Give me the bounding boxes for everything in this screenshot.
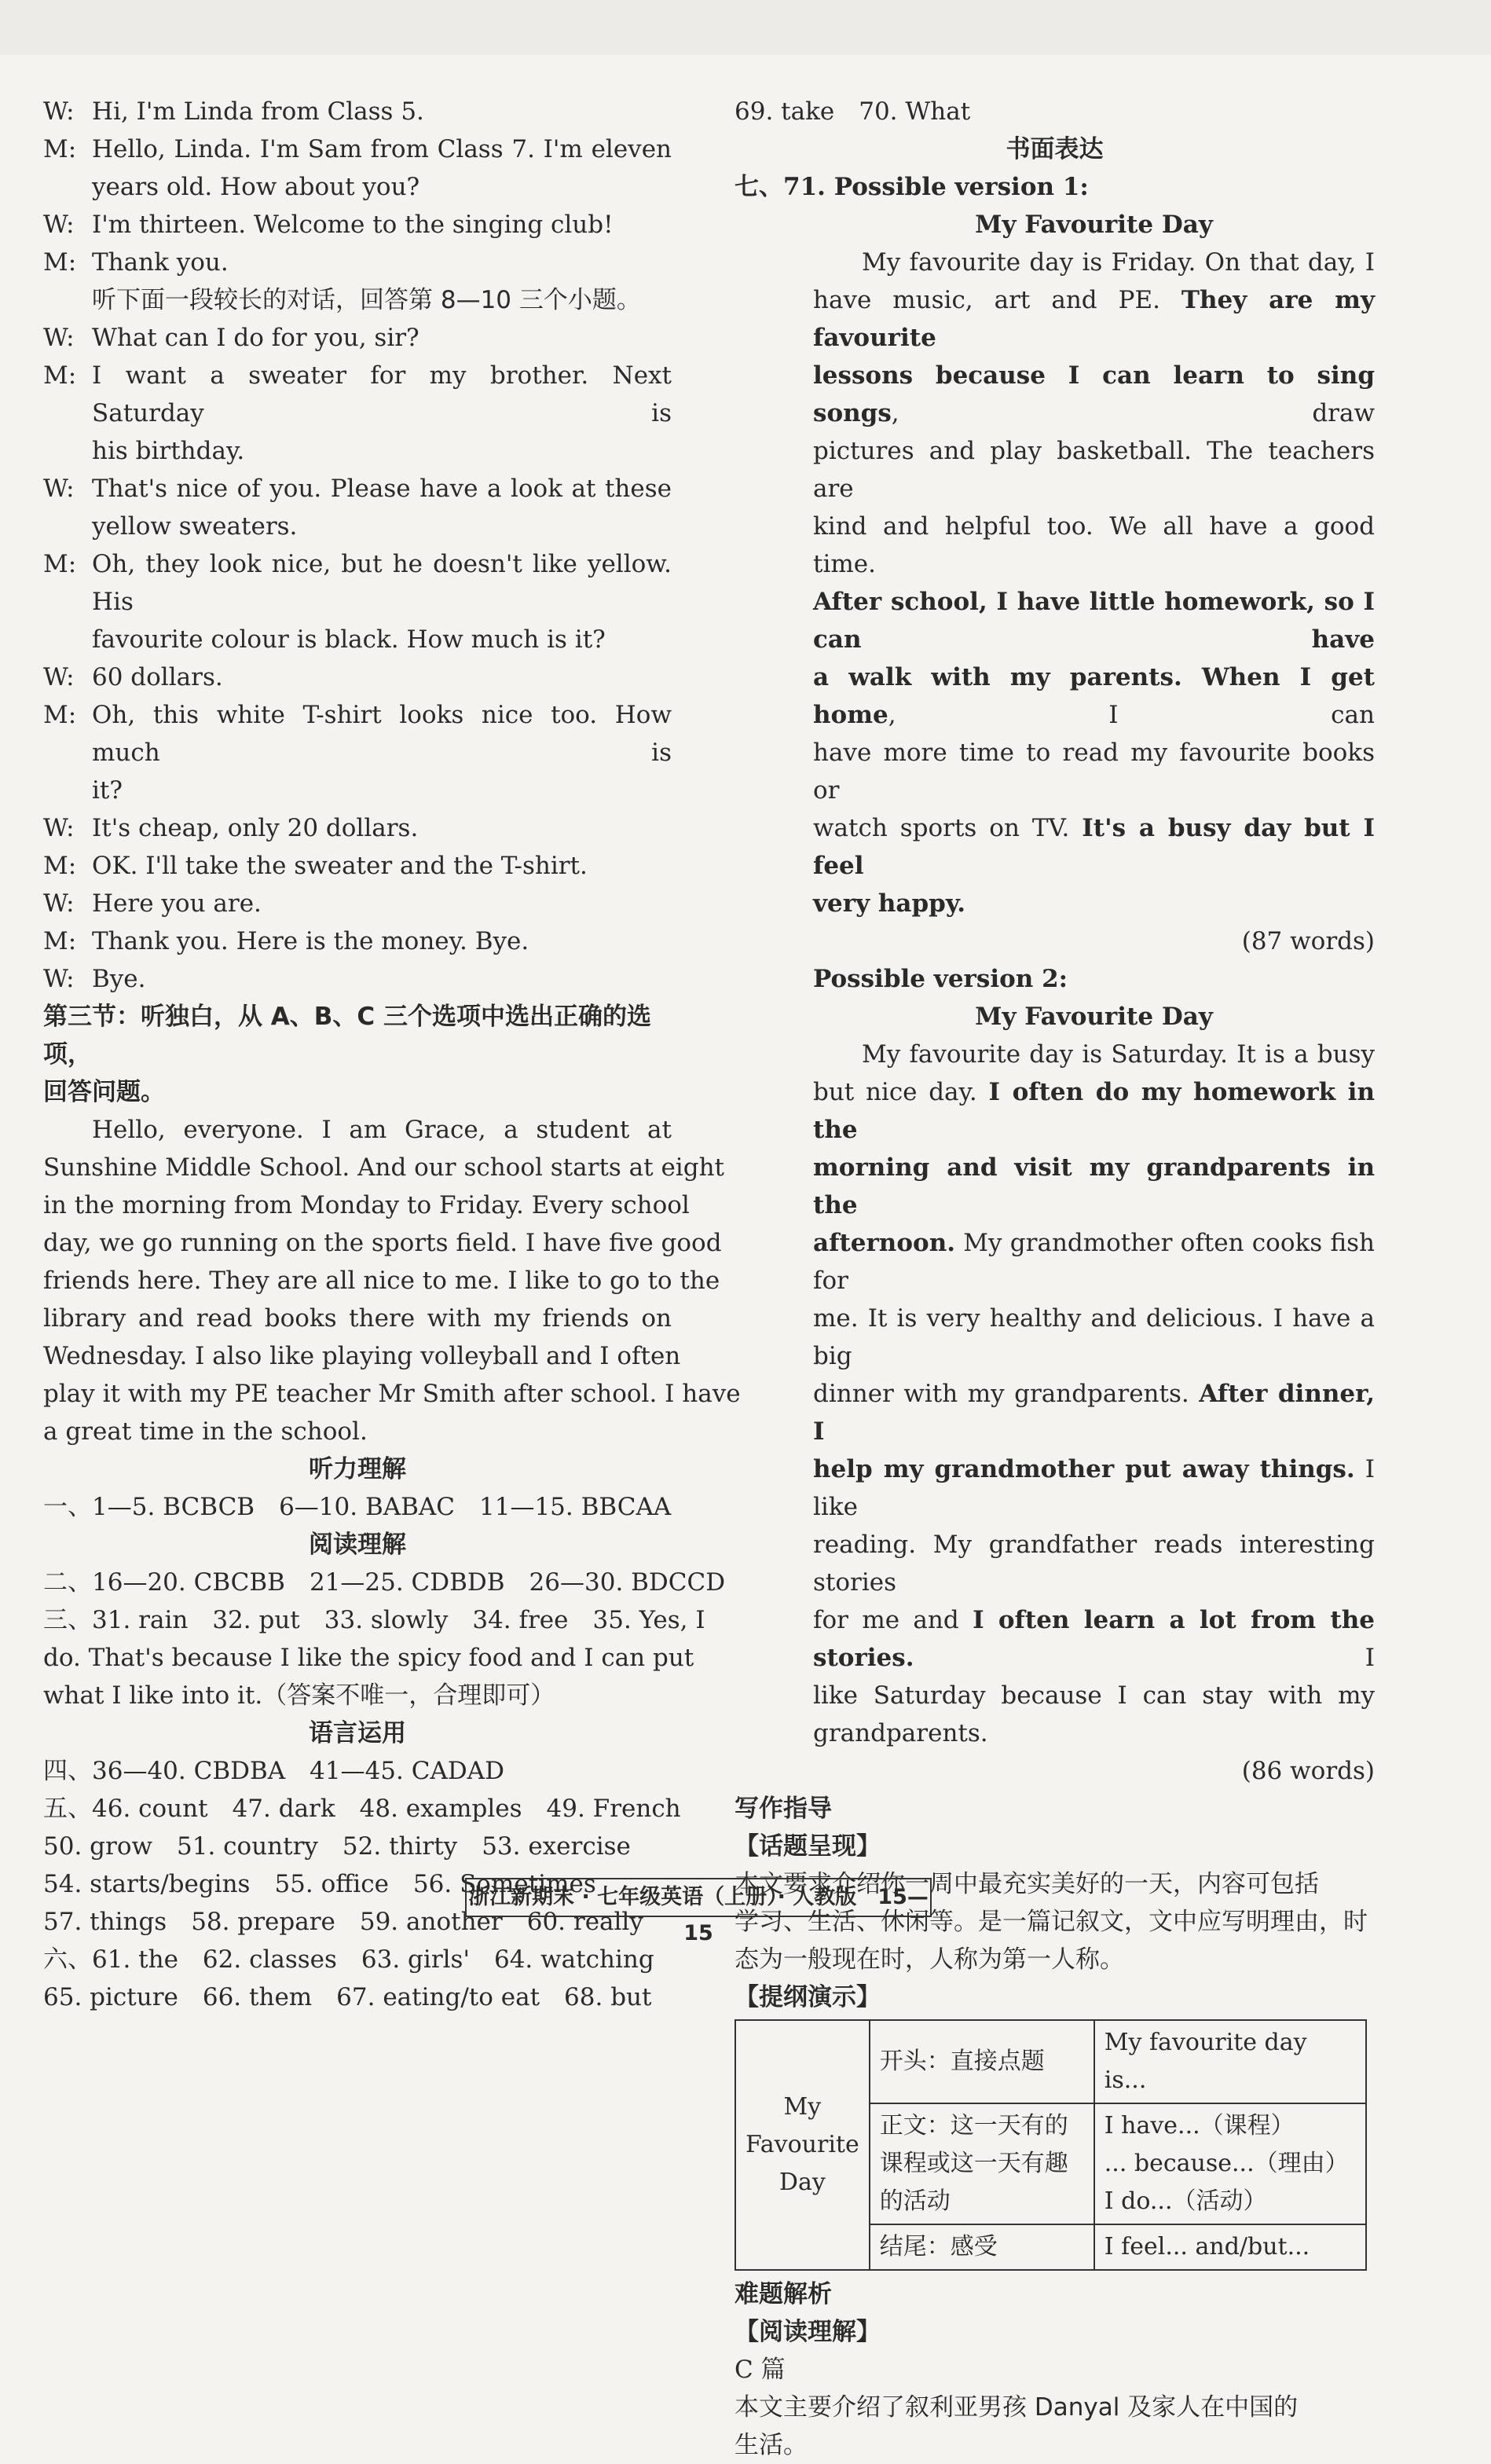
- text-run: dinner with my grandparents.: [813, 1380, 1200, 1408]
- text-line: day, we go running on the sports field. I have five good: [43, 1229, 722, 1257]
- outline-part-cell: 正文：这一天有的课程或这一天有趣的活动: [870, 2103, 1094, 2224]
- dialogue-text: Hello, Linda. I'm Sam from Class 7. I'm eleven: [92, 135, 672, 163]
- text-line: 三、31. rain 32. put 33. slowly 34. free 35. Yes, I: [43, 1606, 705, 1634]
- dialogue-text: Thank you.: [92, 248, 229, 277]
- text-run: watch sports on TV.: [813, 814, 1083, 842]
- text-run: for me and: [813, 1606, 973, 1634]
- text-line: 态为一般现在时，人称为第一人称。: [735, 1945, 1124, 1974]
- text-run: have music, art and PE.: [813, 286, 1181, 314]
- heading-writing-guide: 写作指导: [735, 1795, 832, 1823]
- dialogue-line: [43, 922, 672, 960]
- text-line: a great time in the school.: [43, 1417, 368, 1446]
- essay-line: [813, 1073, 1375, 1149]
- dialogue-text: OK. I'll take the sweater and the T-shirt.: [92, 852, 588, 880]
- heading-language: 语言运用: [309, 1719, 406, 1747]
- answers-1: 一、1—5. BCBCB 6—10. BABAC 11—15. BBCAA: [43, 1493, 672, 1521]
- dialogue-line: [43, 244, 672, 281]
- text-run: pictures and play basketball. The teachers are: [813, 437, 1375, 503]
- dialogue-text: 60 dollars.: [92, 663, 223, 691]
- version-2-label: Possible version 2:: [813, 965, 1068, 993]
- essay-line: [813, 1300, 1375, 1375]
- dialogue-text: yellow sweaters.: [92, 512, 298, 541]
- speaker-label: W:: [43, 97, 75, 126]
- dialogue-line: [43, 658, 672, 696]
- outline-content-cell: My favourite day is...: [1094, 2020, 1366, 2103]
- dialogue-text: years old. How about you?: [92, 173, 420, 201]
- answers-6-continued: 69. take 70. What: [735, 97, 971, 126]
- page-footer: 浙江新期末 · 七年级英语（上册）· 人教版 15—15: [465, 1878, 932, 1917]
- version-1-label: 七、71. Possible version 1:: [735, 173, 1089, 201]
- text-line: what I like into it.（答案不唯一，合理即可）: [43, 1681, 555, 1710]
- dialogue-text: his birthday.: [92, 437, 245, 465]
- speaker-label: W:: [43, 814, 75, 842]
- dialogue-line: [43, 847, 672, 885]
- dialogue-text: favourite colour is black. How much is it?: [92, 625, 606, 654]
- heading-writing: 书面表达: [1006, 135, 1104, 163]
- dialogue-text: Oh, this white T-shirt looks nice too. How much is: [92, 701, 672, 767]
- essay-line: [813, 1450, 1375, 1526]
- essay-2-word-count: (86 words): [1241, 1757, 1375, 1785]
- dialogue-text: Bye.: [92, 965, 146, 993]
- text-line: Sunshine Middle School. And our school starts at eight: [43, 1153, 724, 1182]
- text-run: like Saturday because I can stay with my: [813, 1681, 1375, 1710]
- passage-label: C 篇: [735, 2356, 786, 2384]
- outline-table: [735, 2019, 1367, 2271]
- answers-3: [43, 1601, 705, 1714]
- dialogue-text: It's cheap, only 20 dollars.: [92, 814, 419, 842]
- text-line: 五、46. count 47. dark 48. examples 49. French: [43, 1795, 681, 1823]
- essay-line: [813, 1714, 1375, 1752]
- text-run: My favourite day is Saturday. It is a busy: [862, 1040, 1375, 1069]
- text-run: , I can: [888, 701, 1375, 729]
- text-line: do. That's because I like the spicy food and I can put: [43, 1644, 694, 1672]
- bold-phrase: lessons because I can learn to sing songs: [813, 361, 1375, 427]
- text-line: 生活。: [735, 2431, 808, 2459]
- essay-1-word-count: (87 words): [1241, 927, 1375, 955]
- right-column: [735, 93, 1375, 2464]
- dialogue-line: [43, 885, 672, 922]
- heading-outline: 【提纲演示】: [735, 1983, 881, 2011]
- essay-2-body: [813, 1036, 1375, 1752]
- section-3-title: [43, 998, 672, 1111]
- speaker-label: W:: [43, 211, 75, 239]
- monologue: [43, 1111, 741, 1450]
- dialogue-1: [43, 93, 672, 281]
- text-run: grandparents.: [813, 1719, 988, 1747]
- speaker-label: M:: [43, 852, 77, 880]
- dialogue-line: [43, 470, 672, 545]
- outline-topic-cell: My Favourite Day: [735, 2020, 870, 2270]
- dialogue-line: [43, 960, 672, 998]
- heading-reading-analysis: 【阅读理解】: [735, 2318, 881, 2346]
- dialogue-line: [43, 809, 672, 847]
- text-line: 本文主要介绍了叙利亚男孩 Danyal 及家人在中国的: [735, 2393, 1299, 2422]
- bold-phrase: It's a busy day but I feel: [813, 814, 1375, 880]
- text-line: 57. things 58. prepare 59. another 60. really: [43, 1908, 643, 1936]
- instruction-text: 听下面一段较长的对话，回答第 8—10 三个小题。: [92, 286, 641, 314]
- text-line: in the morning from Monday to Friday. Every school: [43, 1191, 690, 1219]
- speaker-label: M:: [43, 927, 77, 955]
- essay-line: [813, 734, 1375, 809]
- text-line: Hello, everyone. I am Grace, a student at: [92, 1116, 672, 1144]
- dialogue-text: I'm thirteen. Welcome to the singing club!: [92, 211, 614, 239]
- essay-line: [813, 658, 1375, 734]
- dialogue-line: [43, 357, 672, 470]
- text-run: I: [914, 1644, 1375, 1672]
- dialogue-line: [43, 696, 672, 809]
- speaker-label: M:: [43, 361, 77, 390]
- text-line: play it with my PE teacher Mr Smith after school. I have: [43, 1380, 741, 1408]
- text-line: 本文要求介绍你一周中最充实美好的一天，内容可包括: [735, 1870, 1319, 1898]
- dialogue-line: [43, 319, 672, 357]
- passage-summary: [735, 2389, 1375, 2464]
- text-line: 50. grow 51. country 52. thirty 53. exercise: [43, 1832, 631, 1861]
- section-3-title-line: 回答问题。: [43, 1078, 165, 1106]
- essay-line: [813, 281, 1375, 357]
- essay-line: [813, 1601, 1375, 1677]
- essay-2-title: My Favourite Day: [975, 1003, 1213, 1031]
- dialogue-text: What can I do for you, sir?: [92, 324, 419, 352]
- text-run: My favourite day is Friday. On that day, I: [862, 248, 1375, 277]
- dialogue-text: That's nice of you. Please have a look at these: [92, 475, 672, 503]
- essay-line: [813, 1036, 1375, 1073]
- text-run: have more time to read my favourite books or: [813, 739, 1375, 805]
- answers-6: [43, 1941, 672, 2016]
- answers-2: 二、16—20. CBCBB 21—25. CDBDB 26—30. BDCCD: [43, 1568, 726, 1597]
- section-3-title-line: 第三节：听独白，从 A、B、C 三个选项中选出正确的选项，: [43, 1003, 651, 1069]
- essay-line: [813, 809, 1375, 885]
- text-run: me. It is very healthy and delicious. I have a big: [813, 1304, 1375, 1370]
- essay-line: [813, 508, 1375, 583]
- essay-line: [813, 1677, 1375, 1714]
- essay-1-body: [813, 244, 1375, 922]
- essay-1-title: My Favourite Day: [975, 211, 1213, 239]
- essay-line: [813, 432, 1375, 508]
- outline-part-cell: 开头：直接点题: [870, 2020, 1094, 2103]
- dialogue-text: Thank you. Here is the money. Bye.: [92, 927, 529, 955]
- text-run: My grandmother often cooks fish for: [813, 1229, 1375, 1295]
- speaker-label: M:: [43, 550, 77, 578]
- heading-reading: 阅读理解: [309, 1531, 406, 1559]
- essay-line: [813, 885, 1375, 922]
- text-run: I like: [813, 1455, 1375, 1521]
- speaker-label: M:: [43, 135, 77, 163]
- text-line: Wednesday. I also like playing volleyball and I often: [43, 1342, 681, 1370]
- speaker-label: W:: [43, 965, 75, 993]
- dialogue-text: Here you are.: [92, 889, 262, 918]
- text-line: library and read books there with my friends on: [43, 1304, 672, 1333]
- essay-line: [813, 1526, 1375, 1601]
- essay-2: [735, 998, 1375, 1790]
- text-run: reading. My grandfather reads interesting stories: [813, 1531, 1375, 1597]
- speaker-label: W:: [43, 889, 75, 918]
- dialogue-line: [43, 545, 672, 658]
- dialogue-text: Hi, I'm Linda from Class 5.: [92, 97, 424, 126]
- dialogue-text: it?: [92, 776, 123, 805]
- text-line: 学习、生活、休闲等。是一篇记叙文，文中应写明理由，时: [735, 1908, 1368, 1936]
- dialogue-text: I want a sweater for my brother. Next Saturday is: [92, 361, 672, 427]
- outline-content-cell: I feel... and/but...: [1094, 2224, 1366, 2270]
- text-line: 65. picture 66. them 67. eating/to eat 68. but: [43, 1983, 652, 2011]
- essay-line: [813, 1149, 1375, 1224]
- bold-phrase: I often do my homework in the: [813, 1078, 1375, 1144]
- heading-listening: 听力理解: [309, 1455, 406, 1483]
- dialogue-line: [43, 206, 672, 244]
- essay-line: [813, 244, 1375, 281]
- bold-phrase: After dinner, I: [813, 1380, 1376, 1446]
- text-line: 六、61. the 62. classes 63. girls' 64. watching: [43, 1945, 654, 1974]
- bold-phrase: very happy.: [813, 889, 966, 918]
- dialogue-line: [43, 93, 672, 130]
- speaker-label: M:: [43, 248, 77, 277]
- answers-5: [43, 1790, 681, 1941]
- bold-phrase: morning and visit my grandparents in the: [813, 1153, 1375, 1219]
- speaker-label: M:: [43, 701, 77, 729]
- heading-difficult-analysis: 难题解析: [735, 2280, 832, 2308]
- outline-content-cell: I have...（课程） ... because...（理由） I do...（活动）: [1094, 2103, 1366, 2224]
- text-run: but nice day.: [813, 1078, 989, 1106]
- essay-line: [813, 583, 1375, 658]
- text-run: , draw: [891, 399, 1375, 427]
- bold-phrase: help my grandmother put away things.: [813, 1455, 1355, 1483]
- dialogue-line: [43, 130, 672, 206]
- bold-phrase: afternoon.: [813, 1229, 956, 1257]
- speaker-label: W:: [43, 475, 75, 503]
- bold-phrase: I often learn a lot from the stories.: [813, 1606, 1375, 1672]
- essay-line: [813, 1375, 1375, 1450]
- essay-line: [813, 357, 1375, 432]
- speaker-label: W:: [43, 324, 75, 352]
- text-line: 54. starts/begins 55. office 56. Sometimes: [43, 1870, 596, 1898]
- essay-line: [813, 1224, 1375, 1300]
- heading-topic: 【话题呈现】: [735, 1832, 881, 1861]
- outline-part-cell: 结尾：感受: [870, 2224, 1094, 2270]
- text-line: friends here. They are all nice to me. I like to go to the: [43, 1267, 720, 1295]
- essay-1: [735, 206, 1375, 960]
- speaker-label: W:: [43, 663, 75, 691]
- top-margin: [0, 0, 1491, 55]
- text-run: kind and helpful too. We all have a good time.: [813, 512, 1375, 578]
- bold-phrase: a walk with my parents. When I get home: [813, 663, 1375, 729]
- bold-phrase: After school, I have little homework, so I can have: [813, 588, 1375, 654]
- answers-4: 四、36—40. CBDBA 41—45. CADAD: [43, 1757, 504, 1785]
- dialogue-2: [43, 319, 672, 998]
- dialogue-text: Oh, they look nice, but he doesn't like yellow. His: [92, 550, 672, 616]
- bold-phrase: They are my favourite: [813, 286, 1375, 352]
